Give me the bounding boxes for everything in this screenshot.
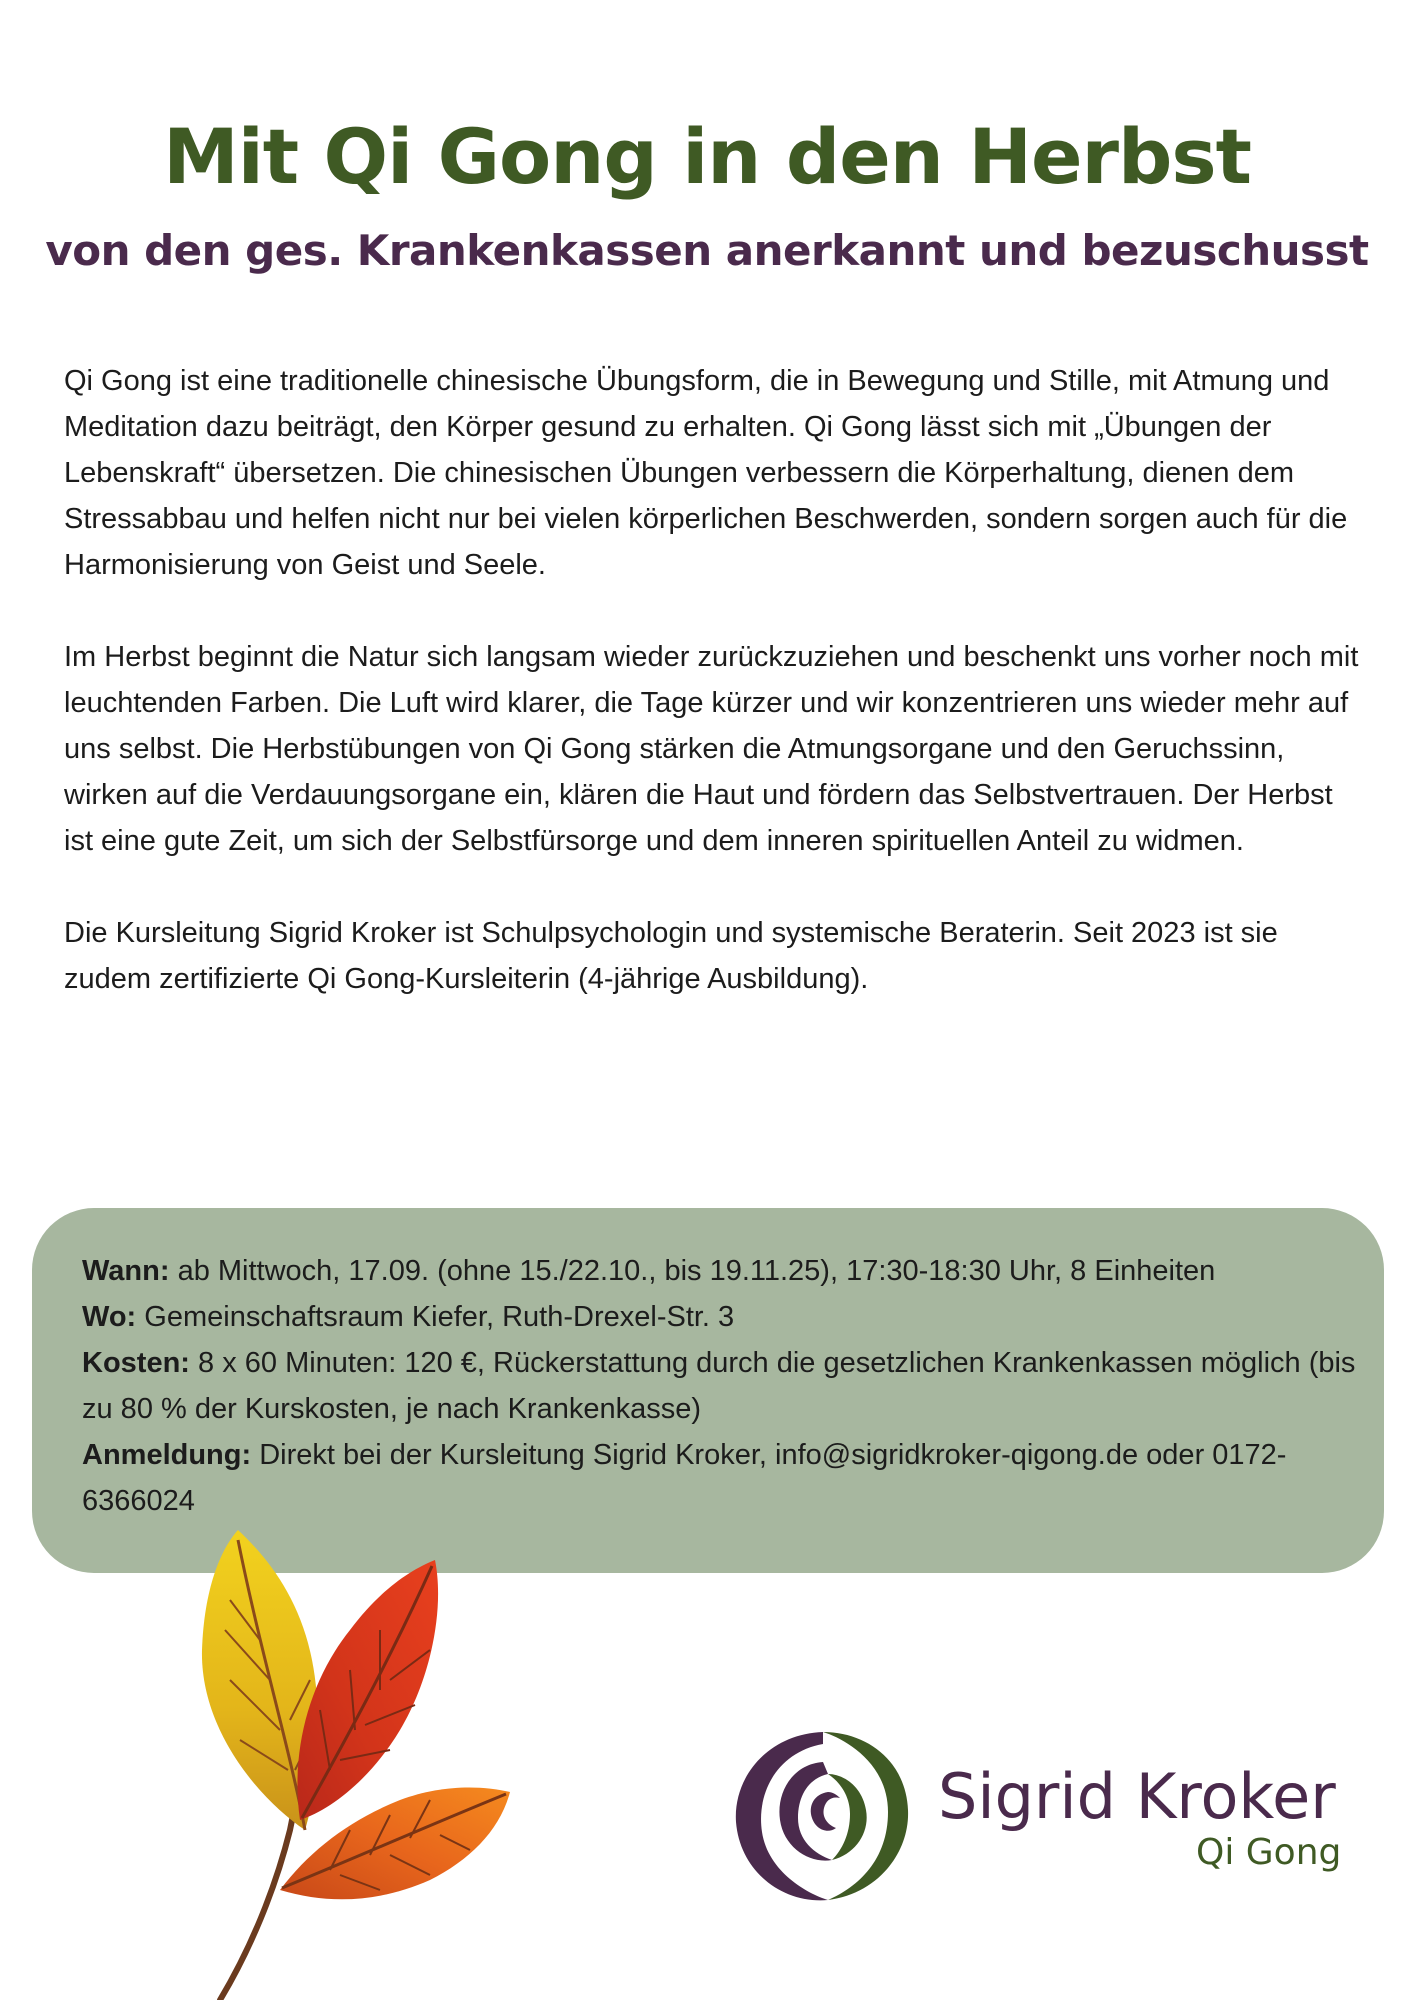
page-title: Mit Qi Gong in den Herbst [163, 112, 1251, 201]
info-cost [82, 1340, 1394, 1432]
info-text [82, 1248, 1394, 1524]
logo-name: Sigrid Kroker [938, 1760, 1336, 1833]
info-where-value: Gemeinschaftsraum Kiefer, Ruth-Drexel-Str. 3 [136, 1301, 735, 1333]
info-cost-value: 8 x 60 Minuten: 120 €, Rückerstattung durch die gesetzlichen Krankenkassen möglich (bis zu 80 % der Kurskosten, je nach Krankenkasse) [82, 1347, 1356, 1425]
info-signup-value: Direkt bei der Kursleitung Sigrid Kroker, info@sigridkroker-qigong.de oder 0172-6366024 [82, 1439, 1287, 1517]
info-box [32, 1208, 1384, 1573]
paragraph-intro: Qi Gong ist eine traditionelle chinesische Übungsform, die in Bewegung und Stille, mit Atmung und Meditation dazu beiträgt, den Körper gesund zu erhalten. Qi Gong lässt sich mit „Übungen der Lebenskraft“ übersetzen. Die chinesischen Übungen verbessern die Körperhaltung, dienen dem Stressabbau und helfen nicht nur bei vielen körperlichen Beschwerden, sondern sorgen auch für die Harmonisierung von Geist und Seele. [64, 365, 1348, 581]
page-subtitle: von den ges. Krankenkassen anerkannt und bezuschusst [45, 226, 1369, 275]
info-where-label: Wo: [82, 1301, 137, 1333]
info-when-label: Wann: [82, 1255, 170, 1287]
info-where [82, 1294, 1394, 1340]
info-when-value: ab Mittwoch, 17.09. (ohne 15./22.10., bis 19.11.25), 17:30-18:30 Uhr, 8 Einheiten [169, 1255, 1216, 1287]
info-signup [82, 1432, 1394, 1524]
info-cost-label: Kosten: [82, 1347, 190, 1379]
logo-subtitle: Qi Gong [1196, 1832, 1342, 1873]
body-text [64, 358, 1364, 1048]
autumn-leaves-icon [180, 1530, 520, 2000]
paragraph-instructor: Die Kursleitung Sigrid Kroker ist Schulpsychologin und systemische Beraterin. Seit 2023 ist sie zudem zertifizierte Qi Gong-Kursleiterin (4-jährige Ausbildung). [64, 917, 1278, 995]
spiral-logo-icon [728, 1722, 918, 1912]
paragraph-autumn: Im Herbst beginnt die Natur sich langsam wieder zurückzuziehen und beschenkt uns vorher noch mit leuchtenden Farben. Die Luft wird klarer, die Tage kürzer und wir konzentrieren uns wieder mehr auf uns selbst. Die Herbstübungen von Qi Gong stärken die Atmungsorgane und den Geruchssinn, wirken auf die Verdauungsorgane ein, klären die Haut und fördern das Selbstvertrauen. Der Herbst ist eine gute Zeit, um sich der Selbstfürsorge und dem inneren spirituellen Anteil zu widmen. [64, 641, 1359, 857]
info-when [82, 1248, 1394, 1294]
info-signup-label: Anmeldung: [82, 1439, 252, 1471]
